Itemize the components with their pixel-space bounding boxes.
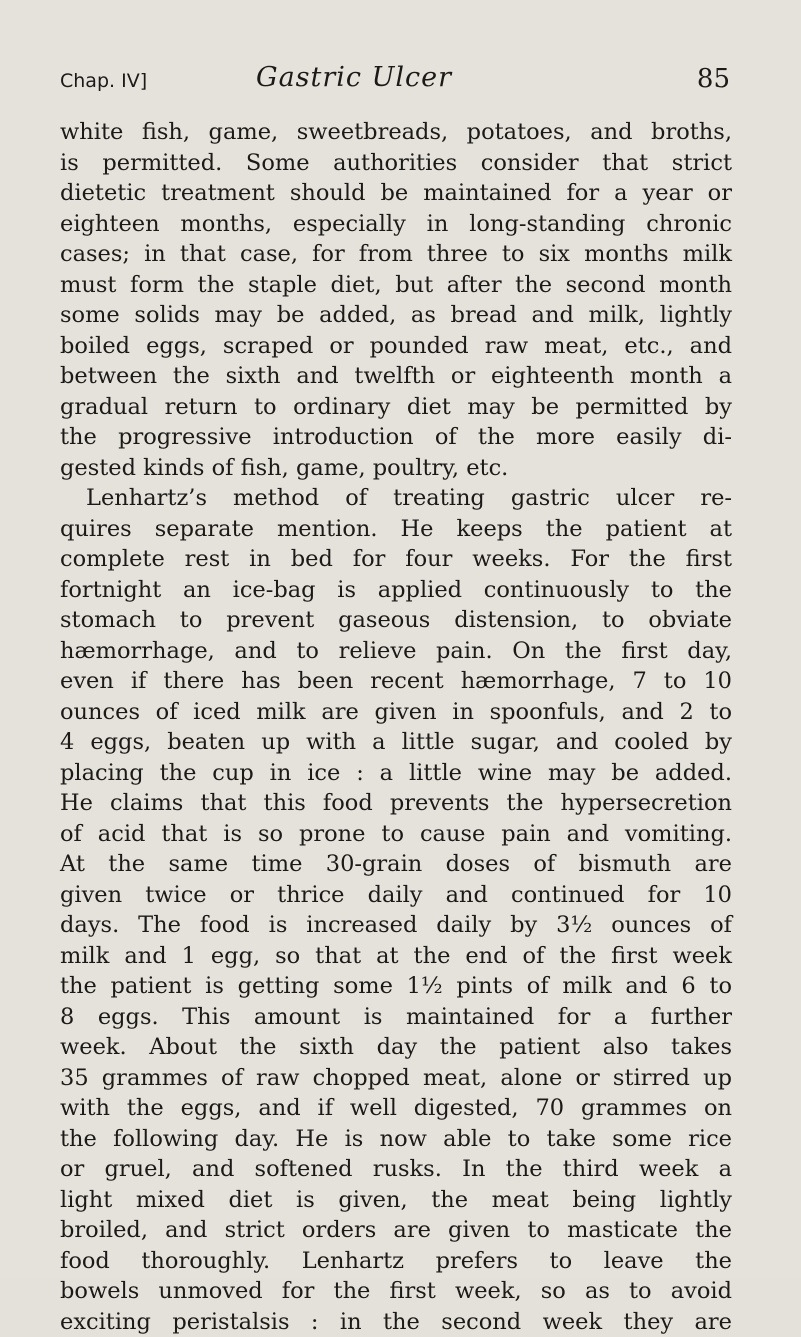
text-line: 4 eggs, beaten up with a little sugar, and cooled by [60,727,732,758]
chapter-label: Chap. IV] [60,70,147,92]
text-line: At the same time 30-grain doses of bismuth are [60,849,732,880]
text-line: ounces of iced milk are given in spoonfuls, and 2 to [60,697,732,728]
text-line: stomach to prevent gaseous distension, to obviate [60,605,732,636]
text-line: some solids may be added, as bread and milk, lightly [60,300,732,331]
page-number: 85 [697,64,730,94]
text-line: the patient is getting some 1½ pints of milk and 6 to [60,971,732,1002]
text-line: gradual return to ordinary diet may be permitted by [60,392,732,423]
text-line: bowels unmoved for the first week, so as to avoid [60,1276,732,1307]
text-line: days. The food is increased daily by 3½ ounces of [60,910,732,941]
text-line: must form the staple diet, but after the second month [60,270,732,301]
text-line: quires separate mention. He keeps the patient at [60,514,732,545]
text-line: the progressive introduction of the more easily di- [60,422,732,453]
text-line: with the eggs, and if well digested, 70 grammes on [60,1093,732,1124]
text-line: week. About the sixth day the patient also takes [60,1032,732,1063]
text-line: eighteen months, especially in long-standing chronic [60,209,732,240]
text-line: 35 grammes of raw chopped meat, alone or stirred up [60,1063,732,1094]
text-line: white fish, game, sweetbreads, potatoes, and broths, [60,117,732,148]
text-line: Lenhartz’s method of treating gastric ulcer re- [60,483,732,514]
text-line: dietetic treatment should be maintained for a year or [60,178,732,209]
body-text [60,117,732,1337]
page-header [60,66,730,106]
text-line: 8 eggs. This amount is maintained for a further [60,1002,732,1033]
text-line: fortnight an ice-bag is applied continuously to the [60,575,732,606]
text-line: light mixed diet is given, the meat being lightly [60,1185,732,1216]
text-line: boiled eggs, scraped or pounded raw meat, etc., and [60,331,732,362]
text-line: between the sixth and twelfth or eighteenth month a [60,361,732,392]
text-line: even if there has been recent hæmorrhage, 7 to 10 [60,666,732,697]
text-line: or gruel, and softened rusks. In the third week a [60,1154,732,1185]
text-line: placing the cup in ice : a little wine may be added. [60,758,732,789]
text-line: is permitted. Some authorities consider that strict [60,148,732,179]
text-line: the following day. He is now able to take some rice [60,1124,732,1155]
text-line: food thoroughly. Lenhartz prefers to leave the [60,1246,732,1277]
text-line: He claims that this food prevents the hypersecretion [60,788,732,819]
text-line: hæmorrhage, and to relieve pain. On the first day, [60,636,732,667]
text-line: broiled, and strict orders are given to masticate the [60,1215,732,1246]
text-line: exciting peristalsis : in the second week they are [60,1307,732,1337]
text-line: given twice or thrice daily and continued for 10 [60,880,732,911]
text-line: milk and 1 egg, so that at the end of the first week [60,941,732,972]
text-line: gested kinds of fish, game, poultry, etc. [60,453,732,484]
text-line: complete rest in bed for four weeks. For the first [60,544,732,575]
running-title: Gastric Ulcer [256,62,452,93]
text-line: cases; in that case, for from three to six months milk [60,239,732,270]
text-line: of acid that is so prone to cause pain and vomiting. [60,819,732,850]
